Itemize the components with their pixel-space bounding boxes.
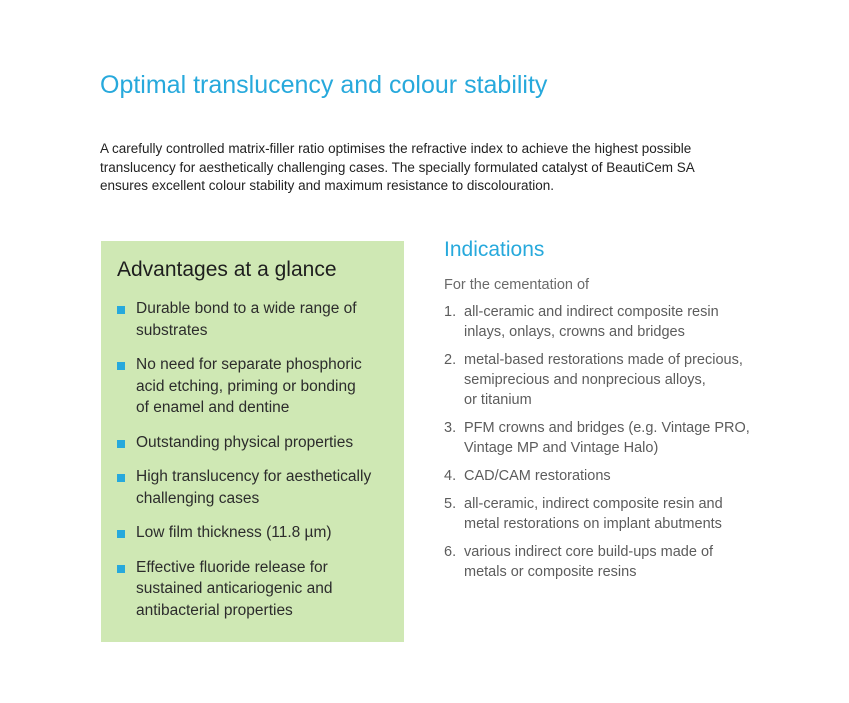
- intro-line: translucency for aesthetically challenging cases. The specially formulated catalyst of BeautiCem SA: [100, 159, 695, 175]
- advantage-text-line: acid etching, priming or bonding: [136, 377, 356, 395]
- indication-text-line: metal restorations on implant abutments: [464, 516, 722, 532]
- indication-item: [444, 302, 784, 342]
- indication-text-line: metals or composite resins: [464, 564, 637, 580]
- indication-text-line: inlays, onlays, crowns and bridges: [464, 324, 685, 340]
- indication-text-line: PFM crowns and bridges (e.g. Vintage PRO,: [464, 420, 750, 436]
- advantage-item: [117, 298, 397, 341]
- indication-text-line: all-ceramic, indirect composite resin and: [464, 496, 723, 512]
- advantages-title: Advantages at a glance: [117, 258, 337, 281]
- advantage-text-line: substrates: [136, 321, 208, 339]
- indication-text-line: metal-based restorations made of precious,: [464, 352, 743, 368]
- square-bullet-icon: [117, 530, 125, 538]
- indication-text-line: Vintage MP and Vintage Halo): [464, 440, 659, 456]
- indication-item: [444, 542, 784, 582]
- indication-item: [444, 466, 784, 486]
- advantage-text-line: of enamel and dentine: [136, 399, 290, 416]
- advantage-item: [117, 466, 397, 509]
- square-bullet-icon: [117, 440, 125, 448]
- indications-list: [444, 302, 784, 590]
- advantage-text-line: No need for separate phosphoric: [136, 356, 362, 373]
- advantage-item: [117, 354, 397, 419]
- intro-line: ensures excellent colour stability and maximum resistance to discolouration.: [100, 178, 554, 193]
- indication-text-line: semiprecious and nonprecious alloys,: [464, 372, 706, 388]
- square-bullet-icon: [117, 306, 125, 314]
- advantage-text-line: Outstanding physical properties: [136, 433, 354, 451]
- advantage-text-line: Low film thickness (11.8 µm): [136, 524, 332, 541]
- advantage-item: [117, 522, 397, 544]
- page-heading: Optimal translucency and colour stability: [100, 71, 548, 99]
- indication-number: 5.: [444, 496, 457, 512]
- advantages-list: [117, 298, 397, 634]
- advantage-item: [117, 557, 397, 622]
- indication-number: 4.: [444, 468, 457, 484]
- indication-number: 3.: [444, 420, 457, 436]
- indication-text-line: various indirect core build-ups made of: [464, 544, 714, 560]
- indication-text-line: or titanium: [464, 392, 532, 408]
- advantage-item: [117, 432, 397, 454]
- square-bullet-icon: [117, 565, 125, 573]
- advantage-text-line: Effective fluoride release for: [136, 558, 328, 576]
- indication-number: 2.: [444, 352, 457, 368]
- indication-text-line: all-ceramic and indirect composite resin: [464, 304, 719, 320]
- advantage-text-line: Durable bond to a wide range of: [136, 300, 357, 317]
- intro-paragraph: [100, 140, 760, 196]
- indications-title: Indications: [444, 238, 545, 261]
- indication-number: 1.: [444, 304, 457, 320]
- advantage-text-line: antibacterial properties: [136, 601, 293, 619]
- square-bullet-icon: [117, 362, 125, 370]
- indication-item: [444, 494, 784, 534]
- intro-line: A carefully controlled matrix-filler ratio optimises the refractive index to achieve the highest possible: [100, 141, 692, 156]
- indication-item: [444, 350, 784, 410]
- advantage-text-line: challenging cases: [136, 489, 260, 507]
- indication-number: 6.: [444, 544, 457, 560]
- advantage-text-line: sustained anticariogenic and: [136, 580, 333, 597]
- advantage-text-line: High translucency for aesthetically: [136, 468, 372, 485]
- indication-item: [444, 418, 784, 458]
- indication-text-line: CAD/CAM restorations: [464, 468, 611, 484]
- indications-subtitle: For the cementation of: [444, 277, 590, 293]
- advantages-box: [101, 241, 404, 642]
- square-bullet-icon: [117, 474, 125, 482]
